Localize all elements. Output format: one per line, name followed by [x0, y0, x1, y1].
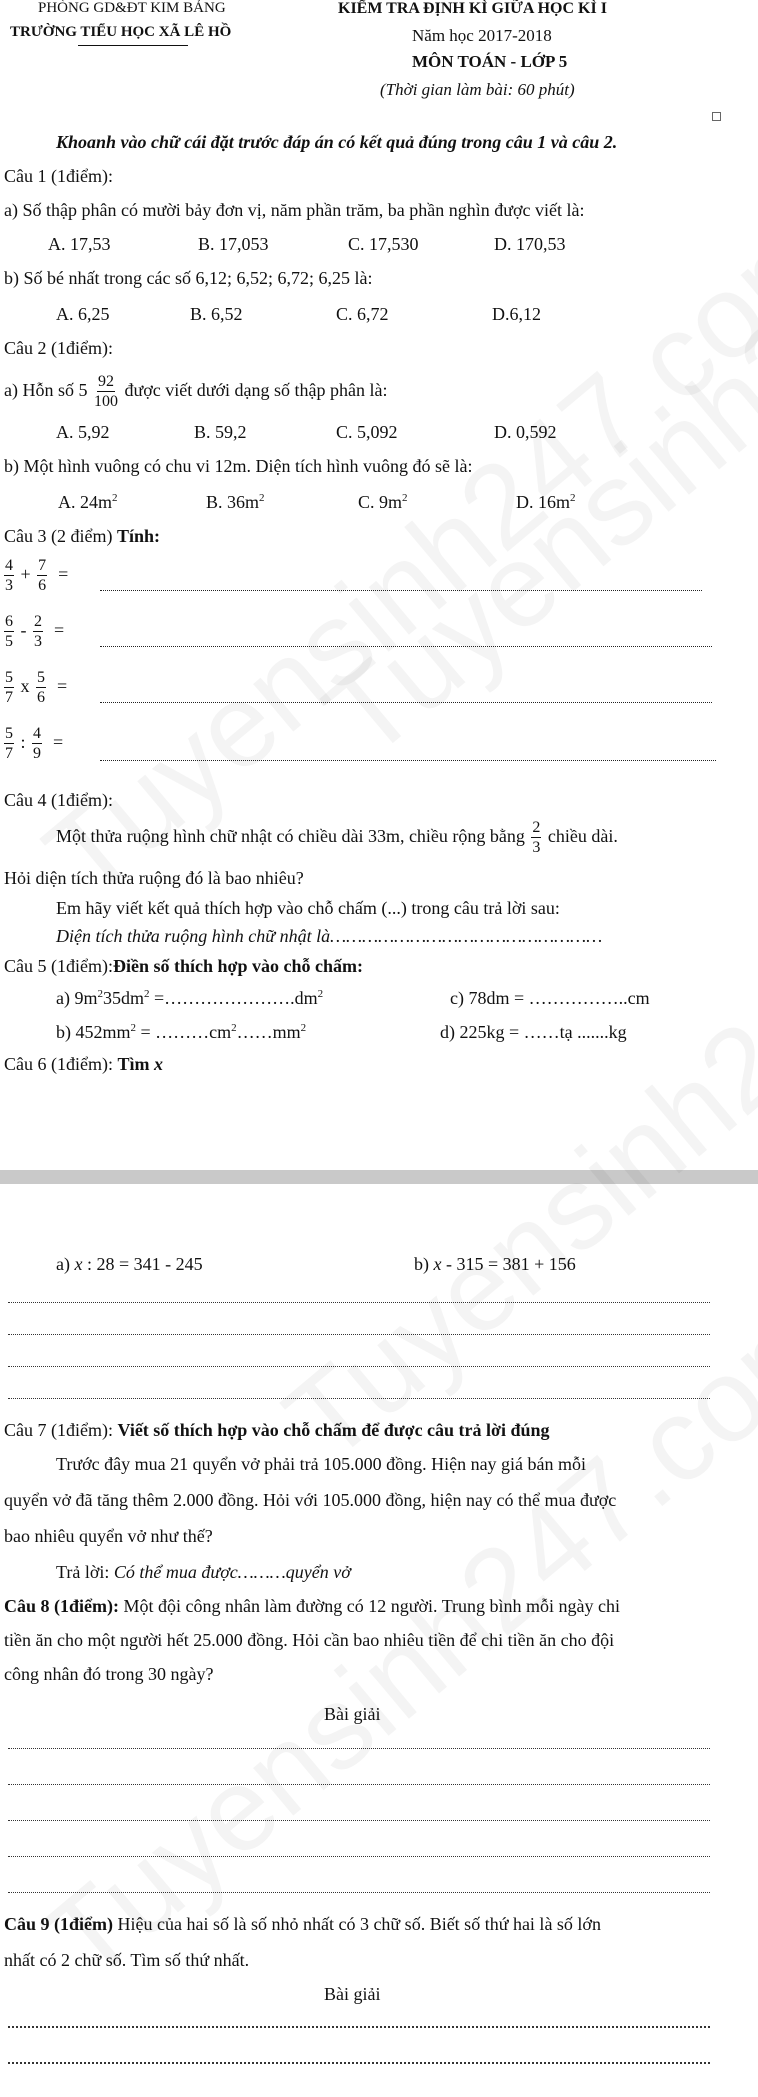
q7-p1: Trước đây mua 21 quyển vở phải trả 105.000 đồng. Hiện nay giá bán mỗi — [56, 1454, 587, 1474]
q1-b-opt-d: D.6,12 — [492, 304, 541, 324]
q7-title: Câu 7 (1điểm): Viết số thích hợp vào chỗ chấm để được câu trả lời đúng — [4, 1420, 550, 1440]
q3-answer-line-1[interactable] — [100, 590, 702, 591]
q1-b-opt-c: C. 6,72 — [336, 304, 389, 324]
page-2 — [0, 1184, 758, 2097]
q8-answer-line-1[interactable] — [8, 1748, 710, 1749]
q8-answer-line-5[interactable] — [8, 1892, 710, 1893]
q3-title: Câu 3 (2 điểm) Tính: — [4, 526, 161, 546]
q6-title: Câu 6 (1điểm): Tìm x — [4, 1054, 163, 1074]
fraction-denominator: 100 — [94, 393, 118, 410]
q6-answer-line-1[interactable] — [8, 1302, 710, 1303]
q9-solution-heading: Bài giải — [324, 1984, 381, 2004]
q1-a-opt-c: C. 17,530 — [348, 234, 419, 254]
q8-answer-line-2[interactable] — [8, 1784, 710, 1785]
q2-a-opt-c: C. 5,092 — [336, 422, 398, 442]
q9-answer-line-2[interactable] — [8, 2062, 710, 2064]
q6-answer-line-4[interactable] — [8, 1398, 710, 1399]
q2-b-opt-b: B. $36m^2$ — [206, 492, 265, 512]
q9-title: Câu 9 (1điểm) Hiệu của hai số là số nhỏ nhất có 3 chữ số. Biết số thứ hai là số lớn — [4, 1914, 601, 1934]
q4-title: Câu 4 (1điểm): — [4, 790, 113, 810]
q1-title: Câu 1 (1điểm): — [4, 166, 113, 186]
q2-b-opt-a: A. $24m^2$ — [58, 492, 118, 512]
q9-p2: nhất có 2 chữ số. Tìm số thứ nhất. — [4, 1950, 250, 1970]
q5-c: c) 78dm = ……………..cm — [450, 988, 650, 1008]
q3-answer-line-3[interactable] — [100, 702, 712, 703]
q8-solution-heading: Bài giải — [324, 1704, 381, 1724]
header-dept: PHÒNG GD&ĐT KIM BẢNG — [38, 0, 226, 16]
q3-row-3: $\frac{5}{7}$ x $\frac{5}{6}$ = — [5, 669, 68, 706]
q9-answer-line-1[interactable] — [8, 2026, 710, 2028]
header-underline — [78, 45, 188, 46]
q7-p3: bao nhiêu quyển vở như thế? — [4, 1526, 213, 1546]
q4-line-1: Một thửa ruộng hình chữ nhật có chiều dài 33m, chiều rộng bằng $\frac{2}{3}$ chiều dài. — [56, 819, 618, 856]
q6-b: b) x - 315 = 381 + 156 — [414, 1254, 576, 1274]
q3-answer-line-4[interactable] — [100, 760, 716, 761]
q3-row-2: $\frac{6}{5}$ - $\frac{2}{3}$ = — [5, 613, 65, 650]
q2-a-opt-a: A. 5,92 — [56, 422, 110, 442]
q8-p3: công nhân đó trong 30 ngày? — [4, 1664, 214, 1684]
watermark — [300, 42, 758, 784]
q2-a-post: được viết dưới dạng số thập phân là: — [124, 380, 388, 401]
q2-b-opt-d: D. $16m^2$ — [516, 492, 576, 512]
q1-a-opt-d: D. 170,53 — [494, 234, 566, 254]
q1-a-opt-a: A. 17,53 — [48, 234, 111, 254]
q1-a-opt-b: B. 17,053 — [198, 234, 269, 254]
q2-b-opt-c: C. $9m^2$ — [358, 492, 408, 512]
q6-a: a) x : 28 = 341 - 245 — [56, 1254, 203, 1274]
q2-a-opt-d: D. 0,592 — [494, 422, 557, 442]
q3-row-1: $\frac{4}{3}$ + $\frac{7}{6}$ = — [5, 557, 69, 594]
q1-b: b) Số bé nhất trong các số 6,12; 6,52; 6,72; 6,25 là: — [4, 268, 373, 288]
subject: MÔN TOÁN - LỚP 5 — [412, 52, 568, 71]
q2-a — [4, 374, 388, 410]
q8-title: Câu 8 (1điểm): Một đội công nhân làm đường có 12 người. Trung bình mỗi ngày chi — [4, 1596, 621, 1616]
q6-answer-line-3[interactable] — [8, 1366, 710, 1367]
q8-answer-line-4[interactable] — [8, 1856, 710, 1857]
q2-title: Câu 2 (1điểm): — [4, 338, 113, 358]
header-school: TRƯỜNG TIỂU HỌC XÃ LÊ HỒ — [10, 24, 232, 40]
q4-line-3: Em hãy viết kết quả thích hợp vào chỗ chấm (...) trong câu trả lời sau: — [56, 898, 560, 918]
q4-line-2: Hỏi diện tích thửa ruộng đó là bao nhiêu? — [4, 868, 304, 888]
checkbox-mark — [712, 112, 721, 121]
q8-answer-line-3[interactable] — [8, 1820, 710, 1821]
q7-p2: quyển vở đã tăng thêm 2.000 đồng. Hỏi với 105.000 đồng, hiện nay có thể mua được — [4, 1490, 617, 1510]
q1-b-opt-b: B. 6,52 — [190, 304, 243, 324]
q2-a-pre: a) Hỗn số 5 — [4, 380, 88, 401]
instruction: Khoanh vào chữ cái đặt trước đáp án có kết quả đúng trong câu 1 và câu 2. — [56, 132, 618, 152]
q3-row-4: $\frac{5}{7}$ : $\frac{4}{9}$ = — [5, 725, 64, 762]
q4-line-4: Diện tích thửa ruộng hình chữ nhật là…………………………………………… — [56, 926, 603, 946]
q7-answer: Trả lời: Có thể mua được………quyển vở — [56, 1562, 351, 1582]
watermark — [20, 182, 758, 924]
q5-d: d) 225kg = ……tạ .......kg — [440, 1022, 627, 1042]
fraction-numerator: 92 — [98, 373, 114, 390]
page-separator — [0, 1170, 758, 1184]
q2-a-opt-b: B. 59,2 — [194, 422, 247, 442]
q1-a: a) Số thập phân có mười bảy đơn vị, năm phần trăm, ba phần nghìn được viết là: — [4, 200, 585, 220]
q5-a: a) $9m^235dm^2$ $=\dots\dots\dots\dots\dots\dots\dots.dm^2$ — [56, 988, 324, 1008]
q8-p2: tiền ăn cho một người hết 25.000 đồng. Hỏi cần bao nhiêu tiền để chi tiền ăn cho đội — [4, 1630, 615, 1650]
school-year: Năm học 2017-2018 — [412, 26, 552, 45]
q5-b: b) $452mm^2$ = $\dots\dots\dots cm^2\dots\dots mm^2$ — [56, 1022, 307, 1042]
q1-b-opt-a: A. 6,25 — [56, 304, 110, 324]
q2-b: b) Một hình vuông có chu vi 12m. Diện tích hình vuông đó sẽ là: — [4, 456, 473, 476]
q3-answer-line-2[interactable] — [100, 646, 712, 647]
q6-answer-line-2[interactable] — [8, 1334, 710, 1335]
exam-title: KIỂM TRA ĐỊNH KÌ GIỮA HỌC KÌ I — [338, 0, 607, 17]
q5-title: Câu 5 (1điểm):Điền số thích hợp vào chỗ chấm: — [4, 956, 363, 976]
exam-time: (Thời gian làm bài: 60 phút) — [380, 80, 575, 99]
q2-mixed-fraction — [94, 374, 118, 410]
